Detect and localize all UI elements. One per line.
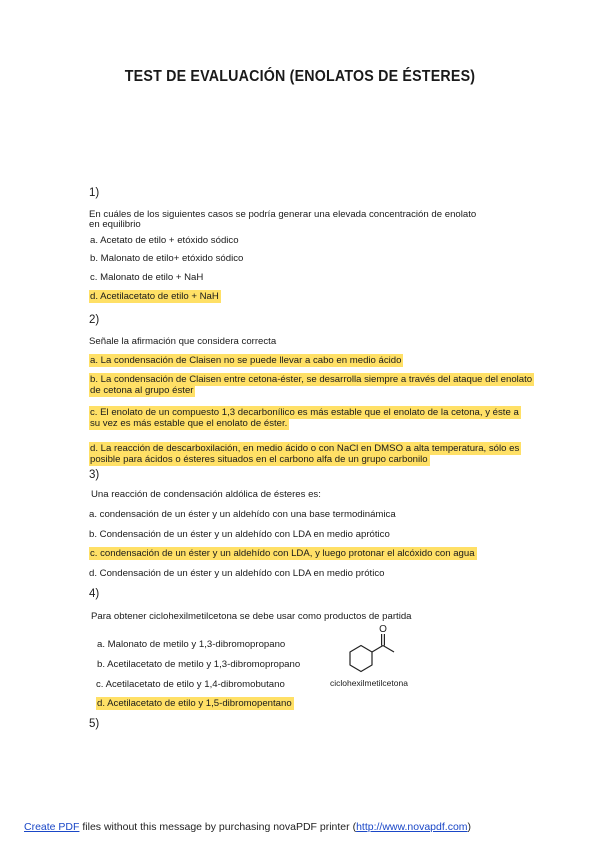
footer-banner [24,821,471,833]
question-1-prompt-line1: En cuáles de los siguientes casos se podría generar una elevada concentración de enolato [89,209,477,220]
question-4-prompt: Para obtener ciclohexilmetilcetona se debe usar como productos de partida [91,611,412,622]
question-3-option-b[interactable]: b. Condensación de un éster y un aldehído con LDA en medio aprótico [89,529,390,540]
question-1-option-d[interactable]: d. Acetilacetato de etilo + NaH [90,291,219,302]
question-4-option-d[interactable]: d. Acetilacetato de etilo y 1,5-dibromopentano [97,698,292,709]
question-4-option-a[interactable]: a. Malonato de metilo y 1,3-dibromopropano [97,639,286,650]
question-1-number: 1) [89,187,100,199]
question-4-option-b[interactable]: b. Acetilacetato de metilo y 1,3-dibromopropano [97,659,301,670]
question-2-option-d[interactable]: d. La reacción de descarboxilación, en medio ácido o con NaCl en DMSO a alta temperatura, sólo es posible para ácidos o ésteres situados en el carbono alfa de un grupo carbonilo [90,443,520,465]
novapdf-link[interactable]: http://www.novapdf.com [356,821,468,833]
footer-text: files without this message by purchasing novaPDF printer ( [79,821,357,833]
question-2-number: 2) [89,314,100,326]
question-1-prompt-line2: en equilibrio [89,219,141,230]
question-2-option-a[interactable]: a. La condensación de Claisen no se puede llevar a cabo en medio ácido [90,355,402,366]
question-3-number: 3) [89,469,100,481]
question-4-option-c[interactable]: c. Acetilacetato de etilo y 1,4-dibromobutano [96,679,285,690]
question-1-option-a[interactable]: a. Acetato de etilo + etóxido sódico [90,235,239,246]
question-4-number: 4) [89,588,100,600]
question-3-option-c[interactable]: c. condensación de un éster y un aldehído con LDA, y luego protonar el alcóxido con agua [90,548,475,559]
structure-label: ciclohexilmetilcetona [330,678,408,688]
question-5-number: 5) [89,718,100,730]
question-3-option-d[interactable]: d. Condensación de un éster y un aldehído con LDA en medio prótico [89,568,385,579]
question-3-option-a[interactable]: a. condensación de un éster y un aldehído con una base termodinámica [89,509,396,520]
create-pdf-link[interactable]: Create PDF [24,821,80,833]
page-title: TEST DE EVALUACIÓN (ENOLATOS DE ÉSTERES) [124,68,476,85]
question-3-prompt: Una reacción de condensación aldólica de ésteres es: [91,489,321,500]
question-2-option-c[interactable]: c. El enolato de un compuesto 1,3 decarbonílico es más estable que el enolato de la cetona, y éste a su vez es más estable que el enolato de éster. [90,407,519,429]
footer-close-paren: ) [467,821,472,833]
question-2-prompt: Señale la afirmación que considera correcta [89,336,277,347]
question-1-option-b[interactable]: b. Malonato de etilo+ etóxido sódico [90,253,244,264]
question-1-option-c[interactable]: c. Malonato de etilo + NaH [90,272,204,283]
oxygen-atom-label: O [379,624,387,635]
question-2-option-b[interactable]: b. La condensación de Claisen entre cetona-éster, se desarrolla siempre a través del ataque del enolato de cetona al grupo éster [90,374,533,396]
ciclohexilmetilcetona-structure-icon [344,622,434,680]
